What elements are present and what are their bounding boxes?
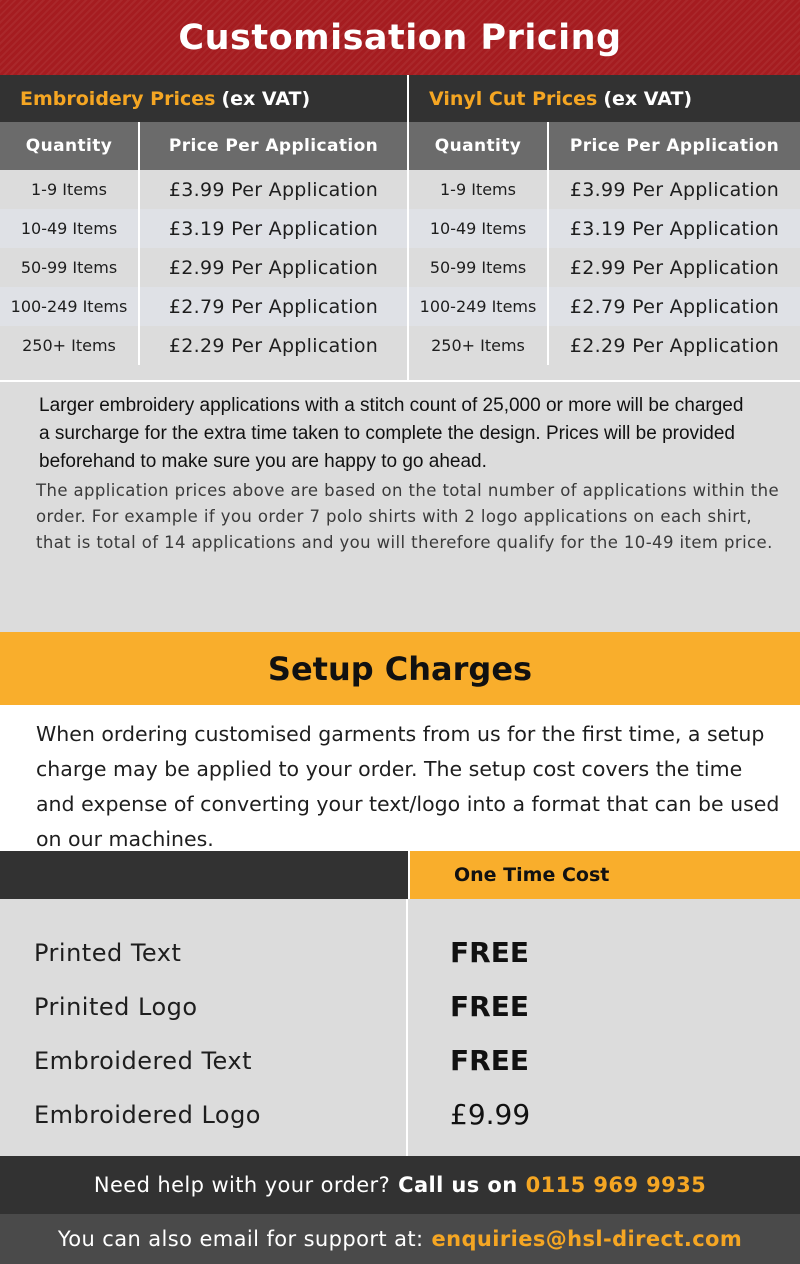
one-time-cost-label: One Time Cost bbox=[408, 851, 800, 899]
quantity-cell: 100-249 Items bbox=[0, 287, 140, 326]
setup-item-name: Prinited Logo bbox=[34, 993, 198, 1021]
quantity-cell: 10-49 Items bbox=[409, 209, 549, 248]
table-row bbox=[0, 248, 407, 287]
email-footer bbox=[0, 1214, 800, 1264]
price-cell: £2.79 Per Application bbox=[569, 295, 780, 318]
vinyl-table-header bbox=[409, 122, 800, 170]
vinyl-heading bbox=[409, 75, 800, 122]
application-count-note: The application prices above are based on the total number of applications within the order. For example if you order 7 polo shirts with 2 logo applications on each shirt, that is total of 14 applications and you will therefore qualify for the 10-49 item price. bbox=[36, 481, 780, 552]
embroidery-heading-accent: Embroidery Prices bbox=[20, 87, 216, 110]
price-cell: £2.29 Per Application bbox=[569, 334, 780, 357]
setup-cost-body bbox=[0, 899, 800, 1156]
table-row bbox=[409, 248, 800, 287]
title-bar bbox=[0, 0, 800, 75]
quantity-cell: 10-49 Items bbox=[0, 209, 140, 248]
quantity-cell: 1-9 Items bbox=[409, 170, 549, 209]
table-row bbox=[409, 170, 800, 209]
setup-item-name: Embroidered Text bbox=[34, 1047, 252, 1075]
price-cell: £3.99 Per Application bbox=[168, 178, 379, 201]
embroidery-heading-vat: (ex VAT) bbox=[221, 87, 311, 110]
email-link[interactable]: enquiries@hsl-direct.com bbox=[431, 1227, 743, 1251]
embroidery-table-header bbox=[0, 122, 407, 170]
setup-cost-list bbox=[408, 899, 800, 1156]
column-header-price: Price Per Application bbox=[168, 136, 379, 156]
price-cell: £2.99 Per Application bbox=[569, 256, 780, 279]
column-header-quantity: Quantity bbox=[0, 122, 140, 170]
pricing-section bbox=[0, 75, 800, 380]
table-row bbox=[409, 209, 800, 248]
price-cell: £3.19 Per Application bbox=[569, 217, 780, 240]
price-cell: £2.29 Per Application bbox=[168, 334, 379, 357]
table-row bbox=[0, 326, 407, 365]
quantity-cell: 50-99 Items bbox=[0, 248, 140, 287]
vinyl-heading-accent: Vinyl Cut Prices bbox=[429, 87, 598, 110]
table-row bbox=[409, 326, 800, 365]
surcharge-note: Larger embroidery applications with a stitch count of 25,000 or more will be charged a surcharge for the extra time taken to complete the design. Prices will be provided beforehand to make sure you are happy to go ahead. bbox=[39, 395, 744, 472]
embroidery-price-table bbox=[0, 75, 407, 380]
page-title: Customisation Pricing bbox=[178, 17, 622, 58]
quantity-cell: 250+ Items bbox=[0, 326, 140, 365]
price-cell: £3.19 Per Application bbox=[168, 217, 379, 240]
setup-charges-bar bbox=[0, 632, 800, 705]
setup-cost-table bbox=[0, 851, 800, 1156]
vinyl-rows bbox=[409, 170, 800, 380]
vinyl-heading-vat: (ex VAT) bbox=[603, 87, 693, 110]
setup-item-cost: £9.99 bbox=[450, 1097, 531, 1131]
help-text: Need help with your order? bbox=[93, 1173, 391, 1197]
setup-cost-header-blank bbox=[0, 851, 408, 899]
call-text: Call us on bbox=[398, 1173, 518, 1197]
setup-charges-heading: Setup Charges bbox=[267, 649, 533, 688]
setup-item-cost: FREE bbox=[450, 1043, 529, 1077]
table-row bbox=[0, 170, 407, 209]
price-cell: £3.99 Per Application bbox=[569, 178, 780, 201]
table-row bbox=[409, 287, 800, 326]
setup-cost-header bbox=[0, 851, 800, 899]
setup-description: When ordering customised garments from us for the first time, a setup charge may be applied to your order. The setup cost covers the time and expense of converting your text/logo into a format that can be used on our machines. bbox=[0, 705, 800, 851]
phone-link[interactable]: 0115 969 9935 bbox=[525, 1173, 707, 1197]
quantity-cell: 250+ Items bbox=[409, 326, 549, 365]
setup-item-name: Embroidered Logo bbox=[34, 1101, 261, 1129]
setup-item-list bbox=[0, 899, 408, 1156]
quantity-cell: 1-9 Items bbox=[0, 170, 140, 209]
setup-item-cost: FREE bbox=[450, 989, 529, 1023]
table-row bbox=[0, 287, 407, 326]
setup-item-cost: FREE bbox=[450, 935, 529, 969]
vinyl-price-table bbox=[407, 75, 800, 380]
quantity-cell: 50-99 Items bbox=[409, 248, 549, 287]
embroidery-rows bbox=[0, 170, 407, 380]
pricing-notes bbox=[0, 380, 800, 632]
help-footer bbox=[0, 1156, 800, 1214]
quantity-cell: 100-249 Items bbox=[409, 287, 549, 326]
table-row bbox=[0, 209, 407, 248]
embroidery-heading bbox=[0, 75, 407, 122]
price-cell: £2.79 Per Application bbox=[168, 295, 379, 318]
column-header-price: Price Per Application bbox=[569, 136, 780, 156]
email-text: You can also email for support at: bbox=[57, 1227, 424, 1251]
column-header-quantity: Quantity bbox=[409, 122, 549, 170]
setup-item-name: Printed Text bbox=[34, 939, 182, 967]
price-cell: £2.99 Per Application bbox=[168, 256, 379, 279]
